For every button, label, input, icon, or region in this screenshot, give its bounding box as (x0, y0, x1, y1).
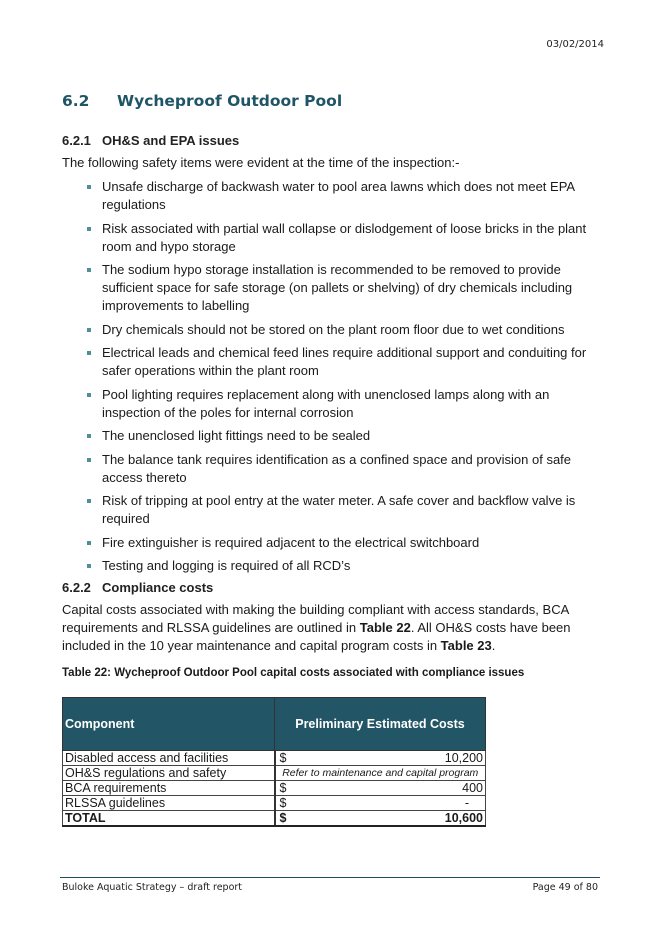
bullet-icon (87, 564, 91, 568)
list-item-text: Pool lighting requires replacement along with unenclosed lamps along with an inspection of the poles for internal corrosion (102, 386, 550, 420)
subsection-number: 6.2.2 (62, 580, 91, 595)
list-item (62, 492, 602, 528)
safety-items-list (62, 178, 602, 581)
list-item-text: Unsafe discharge of backwash water to pool area lawns which does not meet EPA regulations (102, 179, 575, 212)
currency-symbol: $ (279, 751, 287, 765)
subsection-heading-ohs (62, 133, 239, 148)
list-item (62, 386, 602, 422)
list-item-text: Risk associated with partial wall collapse or dislodgement of loose bricks in the plant room and hypo storage (102, 220, 587, 254)
cost-cell (275, 751, 486, 766)
list-item (62, 344, 602, 380)
footer-document-title: Buloke Aquatic Strategy – draft report (62, 882, 243, 893)
cost-cell (275, 796, 486, 811)
list-item (62, 427, 602, 445)
table-row (63, 796, 486, 811)
paragraph-text: Capital costs associated with making the building compliant with access standards, BCA requirements and RLSSA guidelines are outlined in (62, 602, 569, 635)
table-caption: Table 22: Wycheproof Outdoor Pool capital costs associated with compliance issues (62, 667, 525, 679)
table-reference: Table 22 (359, 620, 411, 635)
bullet-icon (87, 227, 91, 231)
cost-note: Refer to maintenance and capital program (282, 767, 479, 779)
bullet-icon (87, 458, 91, 462)
bullet-icon (87, 268, 91, 272)
list-item-text: Fire extinguisher is required adjacent to the electrical switchboard (102, 534, 480, 550)
list-item (62, 557, 602, 575)
cost-cell (275, 781, 486, 796)
compliance-paragraph (62, 601, 602, 655)
total-value: 10,600 (444, 811, 483, 825)
paragraph-text: . All OH&S costs have been included in the 10 year maintenance and capital program costs in (62, 620, 571, 653)
bullet-icon (87, 185, 91, 189)
column-header-costs: Preliminary Estimated Costs (275, 698, 486, 751)
bullet-icon (87, 328, 91, 332)
section-heading (62, 92, 342, 110)
list-item (62, 321, 602, 339)
currency-symbol: $ (279, 796, 287, 810)
column-header-component: Component (63, 698, 275, 751)
bullet-icon (87, 541, 91, 545)
paragraph-text: . (491, 638, 496, 653)
list-item (62, 178, 602, 214)
list-item (62, 451, 602, 487)
list-item-text: Testing and logging is required of all RCD’s (102, 558, 351, 573)
list-item-text: Electrical leads and chemical feed lines require additional support and conduiting for safer operations within the plant room (102, 345, 587, 378)
cost-value: 10,200 (444, 751, 483, 765)
component-cell: OH&S regulations and safety (63, 766, 275, 781)
footer-page-number: Page 49 of 80 (532, 882, 598, 893)
bullet-icon (87, 434, 91, 438)
table-reference: Table 23 (440, 638, 492, 653)
list-item (62, 534, 602, 552)
subsection-title: OH&S and EPA issues (102, 133, 240, 148)
bullet-icon (87, 351, 91, 355)
bullet-icon (87, 499, 91, 503)
list-item (62, 220, 602, 256)
table-row (63, 751, 486, 766)
subsection-number: 6.2.1 (62, 133, 91, 148)
intro-paragraph: The following safety items were evident at the time of the inspection:- (62, 155, 460, 170)
total-label-cell: TOTAL (63, 811, 275, 827)
bullet-icon (87, 393, 91, 397)
currency-symbol: $ (279, 781, 287, 795)
table-row (63, 766, 486, 781)
compliance-costs-table (62, 697, 486, 827)
cost-value: 400 (462, 781, 483, 795)
section-title: Wycheproof Outdoor Pool (117, 92, 343, 110)
section-number: 6.2 (62, 92, 90, 110)
cost-cell (275, 766, 486, 781)
list-item-text: Risk of tripping at pool entry at the water meter. A safe cover and backflow valve is required (102, 493, 576, 526)
component-cell: RLSSA guidelines (63, 796, 275, 811)
list-item (62, 261, 602, 315)
table-header-row (63, 698, 486, 751)
subsection-heading-compliance (62, 580, 213, 595)
table-total-row (63, 811, 486, 827)
list-item-text: The balance tank requires identification as a confined space and provision of safe access thereto (102, 451, 572, 485)
list-item-text: Dry chemicals should not be stored on the plant room floor due to wet conditions (102, 321, 565, 337)
list-item-text: The sodium hypo storage installation is recommended to be removed to provide sufficient space for safe storage (on pallets or shelving) of dry chemicals including improvements to labelling (102, 262, 573, 313)
currency-symbol: $ (279, 811, 287, 825)
footer-divider (60, 877, 600, 878)
cost-value: - (464, 796, 469, 810)
total-cost-cell (275, 811, 486, 827)
table-row (63, 781, 486, 796)
component-cell: BCA requirements (63, 781, 275, 796)
list-item-text: The unenclosed light fittings need to be sealed (102, 428, 371, 443)
subsection-title: Compliance costs (102, 580, 214, 595)
component-cell: Disabled access and facilities (63, 751, 275, 766)
header-date: 03/02/2014 (546, 39, 604, 50)
